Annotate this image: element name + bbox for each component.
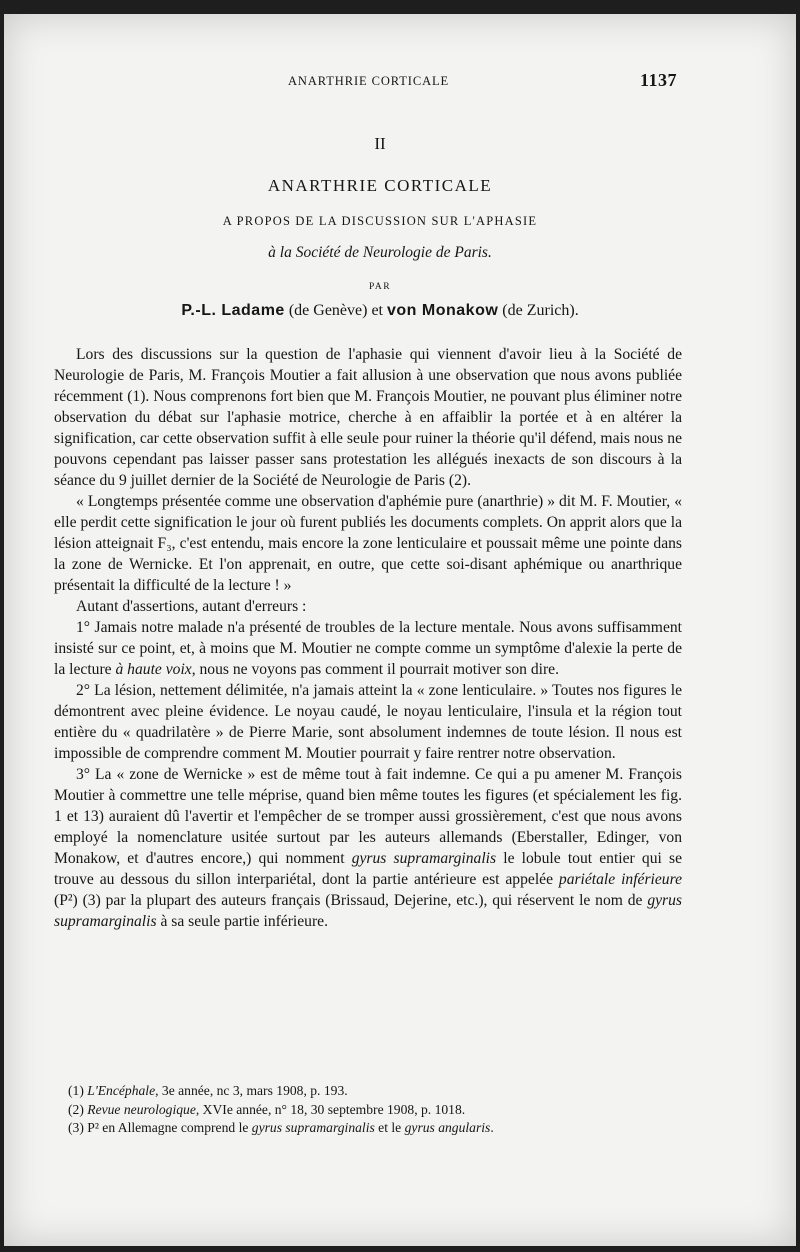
footnote-2: [68, 1101, 688, 1120]
par-label: PAR: [368, 282, 392, 292]
paragraph-1: Lors des discussions sur la question de l'aphasie qui viennent d'avoir lieu à la Société de Neurologie de Paris, M. François Moutier a fait allusion à une observation que nous avons publiée récemment (1). Nous comprenons fort bien que M. François Moutier, ne pouvant plus éliminer notre observation du débat sur l'aphasie motrice, cherche à en affaiblir la portée et à en altérer la signification, car cette observation suffit à elle seule pour ruiner la théorie qu'il défend, mais nous ne pouvons cependant pas laisser passer sans protestation les allégués inexacts de son discours à la séance du 9 juillet dernier de la Société de Neurologie de Paris (2).: [54, 346, 682, 489]
footnote-2-text: , XVIe année, n° 18, 30 septembre 1908, p. 1018.: [195, 1101, 466, 1117]
footnote-3: [68, 1119, 688, 1138]
paragraph-4-text-end: , nous ne voyons pas comment il pourrait motiver son dire.: [191, 661, 559, 678]
page-header: [0, 70, 800, 96]
footnote-2-journal: Revue neurologique: [87, 1101, 196, 1117]
footnote-3-number: (3): [68, 1120, 84, 1135]
paragraph-6-text-2: le lobule tout entier qui se trouve au dessous du sillon interpariétal, dont la partie antérieure est appelée: [54, 850, 683, 888]
paragraph-4: [54, 617, 682, 680]
paragraph-6-italic-1: gyrus supramarginalis: [351, 850, 497, 867]
footnote-3-text-end: .: [490, 1120, 494, 1135]
paragraph-6-italic-3: gyrus supramarginalis: [54, 892, 682, 930]
author-1: P.-L. Ladame: [181, 302, 285, 319]
authors-line: [60, 302, 700, 320]
paragraph-6: [54, 764, 682, 932]
footnote-1-number: (1): [68, 1083, 84, 1098]
author-2-place: (de Zurich).: [502, 302, 579, 319]
paragraph-2: « Longtemps présentée comme une observation d'aphémie pure (anarthrie) » dit M. F. Moutier, « elle perdit cette signification le jour où furent publiés les documents complets. On apprit alors que la lésion atteignait F₃, c'est entendu, mais encore la zone lenticulaire et poussait même une pointe dans la zone de Wernicke. Et l'on apprenait, en outre, que cette soi-disant aphémique ou anarthrique présentait la difficulté de la lecture ! »: [54, 493, 682, 594]
footnote-3-italic-1: gyrus supramarginalis: [251, 1120, 375, 1135]
paragraph-4-italic: à haute voix: [115, 661, 192, 678]
paragraph-4-text: 1° Jamais notre malade n'a présenté de troubles de la lecture mentale. Nous avons suffisamment insisté sur ce point, et, à moins que M. Moutier ne compte comme un symptôme d'alexie la perte de la lecture: [54, 619, 682, 678]
article-subtitle: A PROPOS DE LA DISCUSSION SUR L'APHASIE: [222, 214, 538, 228]
paragraph-6-text-end: à sa seule partie inférieure.: [156, 913, 328, 930]
page-number: 1137: [640, 70, 678, 90]
author-1-place: (de Genève): [288, 302, 368, 319]
paragraph-5: 2° La lésion, nettement délimitée, n'a jamais atteint la « zone lenticulaire. » Toutes nos figures le démontrent avec pleine évidence. Le noyau caudé, le noyau lenticulaire, l'insula et la région tout entière du « quadrilatère » de Pierre Marie, sont absolument indemnes de toute lésion. Il nous est impossible de comprendre comment M. Moutier pourrait y faire rentrer notre observation.: [54, 682, 682, 762]
paragraph-3: Autant d'assertions, autant d'erreurs :: [76, 598, 307, 615]
body-text: [54, 344, 682, 932]
footnote-2-number: (2): [68, 1101, 84, 1117]
footnote-1-text: , 3e année, nc 3, mars 1908, p. 193.: [155, 1083, 348, 1098]
footnote-1: [68, 1082, 688, 1101]
footnote-3-text: P² en Allemagne comprend le: [87, 1120, 252, 1135]
article-subtitle-italic: à la Société de Neurologie de Paris.: [268, 244, 492, 261]
footnote-3-italic-2: gyrus angularis: [404, 1120, 491, 1135]
paragraph-6-text: 3° La « zone de Wernicke » est de même tout à fait indemne. Ce qui a pu amener M. François Moutier à commettre une telle méprise, quand bien même toutes les figures (et spécialement les fig. 1 et 13) auraient dû l'avertir et l'empêcher de se tromper aussi grossièrement, c'est que nous avons employé la nomenclature usitée surtout par les auteurs allemands (Eberstaller, Edinger, von Monakow, et d'autres encore,) qui nomment: [54, 766, 682, 867]
section-number: II: [374, 134, 386, 153]
footnote-1-journal: L'Encéphale: [87, 1083, 156, 1098]
article-title: ANARTHRIE CORTICALE: [267, 176, 493, 195]
paragraph-6-italic-2: pariétale inférieure: [558, 871, 682, 888]
running-head: ANARTHRIE CORTICALE: [288, 74, 450, 88]
author-2: von Monakow: [387, 302, 499, 319]
footnote-3-text-2: et le: [374, 1120, 405, 1135]
author-conjunction: et: [371, 302, 383, 319]
footnotes: [68, 1082, 688, 1138]
paragraph-6-text-3: (P²) (3) par la plupart des auteurs français (Brissaud, Dejerine, etc.), qui réservent le nom de: [54, 892, 648, 909]
